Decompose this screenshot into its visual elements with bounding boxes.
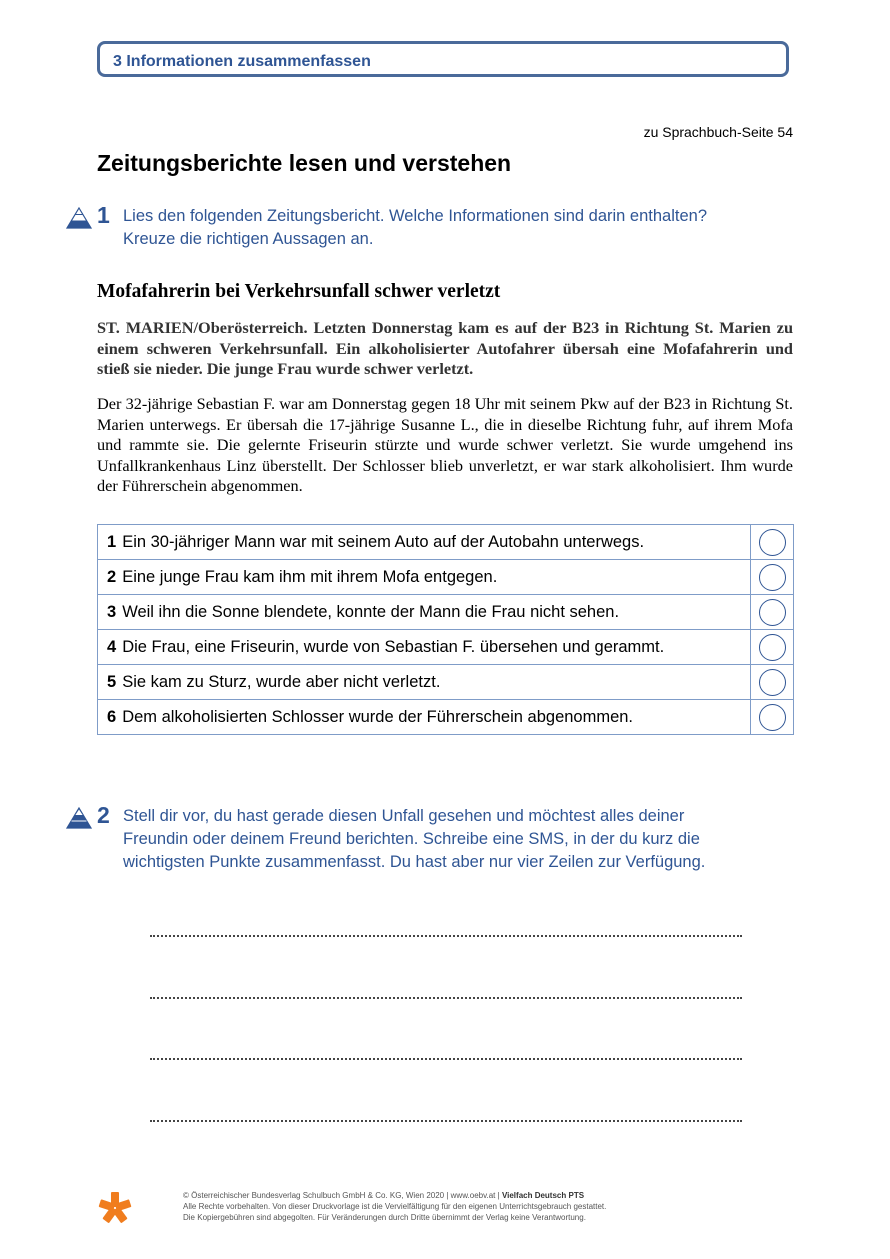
answer-line[interactable] [150,1058,742,1060]
article-lead: ST. MARIEN/Oberösterreich. Letzten Donnerstag kam es auf der B23 in Richtung St. Marien zu einem schweren Verkehrsunfall. Ein alkoholisierter Autofahrer übersah eine Mofafahrerin und stieß sie nieder. Die junge Frau wurde schwer verletzt. [97,318,793,378]
task-2-number: 2 [97,802,110,828]
statement-row [98,595,794,630]
answer-checkbox[interactable] [759,564,786,591]
statement-row [98,700,794,735]
chapter-header [97,41,789,77]
page-title: Zeitungsberichte lesen und verstehen [97,150,512,176]
statement-text: Ein 30-jähriger Mann war mit seinem Auto auf der Autobahn unterwegs. [122,532,645,551]
answer-checkbox[interactable] [759,704,786,731]
statement-number: 6 [107,707,117,726]
answer-checkbox[interactable] [759,669,786,696]
task-2-instruction: Stell dir vor, du hast gerade diesen Unfall gesehen und möchtest alles deiner Freundin oder deinem Freund berichten. Schreibe eine SMS, in der du kurz die wichtigsten Punkte zusammenfasst. Du hast aber nur vier Zeilen zur Verfügung. [123,807,706,871]
statement-row [98,560,794,595]
statement-row [98,525,794,560]
statement-number: 5 [107,672,117,691]
article-headline: Mofafahrerin bei Verkehrsunfall schwer verletzt [97,281,501,302]
answer-line[interactable] [150,935,742,937]
statement-number: 2 [107,567,117,586]
footer-copyright: © Österreichischer Bundesverlag Schulbuch GmbH & Co. KG, Wien 2020 | www.oebv.at | Vielfach Deutsch PTS Alle Rechte vorbehalten. Von dieser Druckvorlage ist die Vervielfältigung für den eigenen Unterrichtsgebrauch gestattet. Die Kopiergebühren sind abgegolten. Für Veränderungen durch Dritte übernimmt der Verlag keine Verantwortung. [183,1191,607,1222]
statement-text: Dem alkoholisierten Schlosser wurde der Führerschein abgenommen. [122,707,634,726]
statement-text: Eine junge Frau kam ihm mit ihrem Mofa entgegen. [122,567,498,586]
statements-table [97,524,794,735]
statement-number: 4 [107,637,117,656]
chapter-title: 3 Informationen zusammenfassen [113,53,371,70]
task-1-number: 1 [97,202,110,228]
statement-text: Sie kam zu Sturz, wurde aber nicht verletzt. [122,672,441,691]
statement-number: 3 [107,602,117,621]
answer-line[interactable] [150,997,742,999]
answer-checkbox[interactable] [759,599,786,626]
answer-line[interactable] [150,1120,742,1122]
statement-text: Die Frau, eine Friseurin, wurde von Sebastian F. übersehen und gerammt. [122,637,665,656]
triangle-level-1-icon [66,207,92,229]
answer-checkbox[interactable] [759,634,786,661]
triangle-level-2-icon [66,807,92,829]
answer-checkbox[interactable] [759,529,786,556]
statement-row [98,630,794,665]
statement-number: 1 [107,532,117,551]
statement-row [98,665,794,700]
statement-text: Weil ihn die Sonne blendete, konnte der Mann die Frau nicht sehen. [122,602,620,621]
textbook-reference: zu Sprachbuch-Seite 54 [643,124,793,140]
publisher-logo-icon [97,1190,133,1226]
article-body: Der 32-jährige Sebastian F. war am Donnerstag gegen 18 Uhr mit seinem Pkw auf der B23 in Richtung St. Marien unterwegs. Er übersah die 17-jährige Susanne L., die in dieselbe Richtung fuhr, auf ihrem Mofa und rammte sie. Die gelernte Friseurin stürzte und wurde schwer verletzt. Sie wurde umgehend ins Unfallkrankenhaus Linz überstellt. Der Schlosser blieb unverletzt, er war stark alkoholisiert. Ihm wurde der Führerschein abgenommen. [97,394,793,495]
task-1-instruction: Lies den folgenden Zeitungsbericht. Welche Informationen sind darin enthalten? Kreuze die richtigen Aussagen an. [123,207,707,248]
